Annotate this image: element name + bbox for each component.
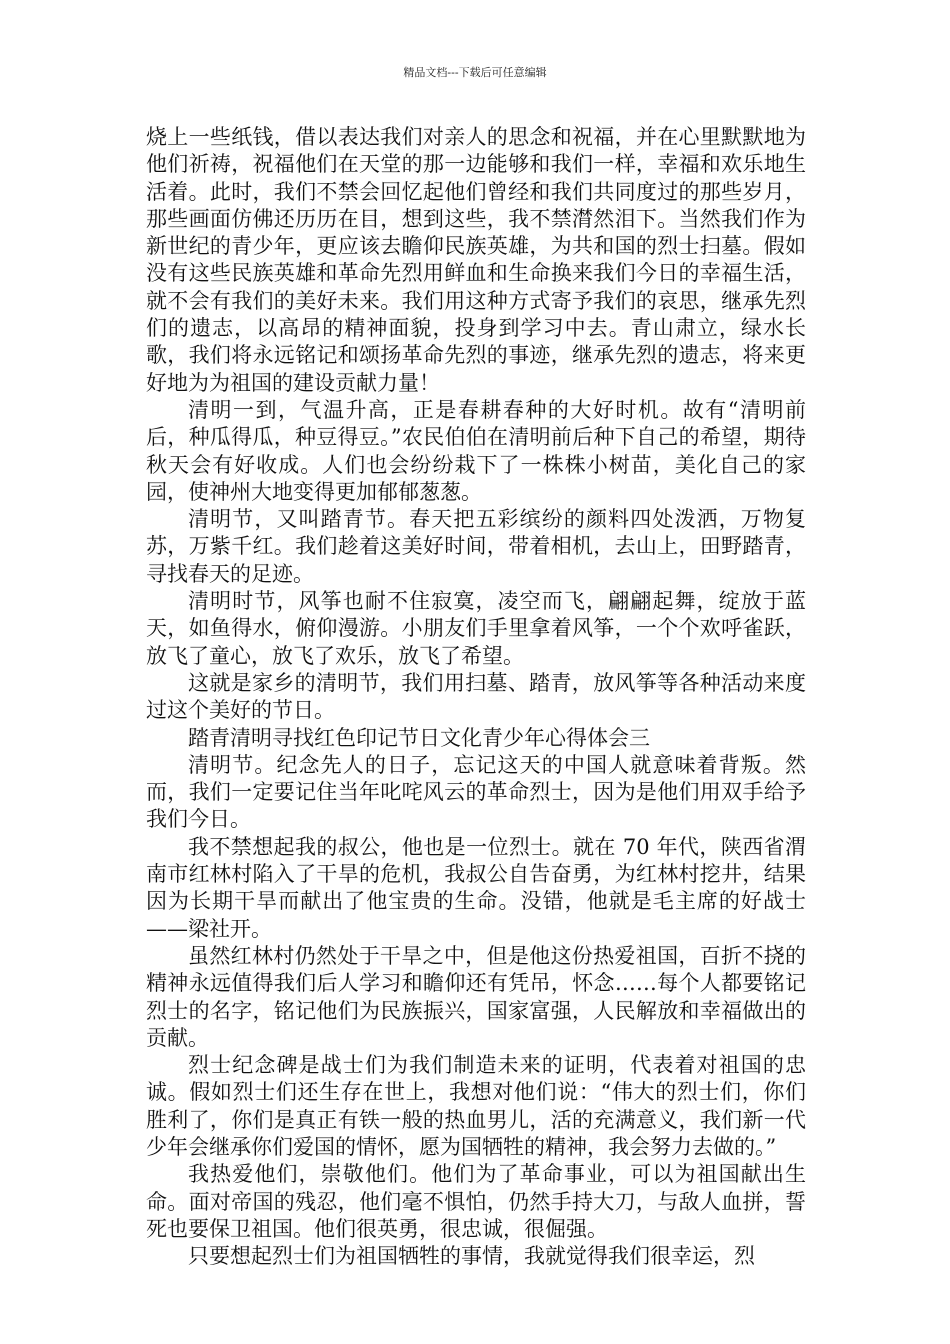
- paragraph: 只要想起烈士们为祖国牺牲的事情，我就觉得我们很幸运，烈: [188, 1244, 755, 1269]
- paragraph: 我不禁想起我的叔公，他也是一位烈士。就在 70 年代，陕西省渭南市红林村陷入了干旱的危机，我叔公自告奋勇，为红林村挖井，结果因为长期干旱而献出了他宝贵的生命。没错，他就是毛主席的好战士——梁社开。: [146, 834, 806, 941]
- paragraph: 这就是家乡的清明节，我们用扫墓、踏青，放风筝等各种活动来度过这个美好的节日。: [146, 670, 806, 723]
- paragraph: 清明时节，风筝也耐不住寂寞，凌空而飞，翩翩起舞，绽放于蓝天，如鱼得水，俯仰漫游。小朋友们手里拿着风筝，一个个欢呼雀跃，放飞了童心，放飞了欢乐，放飞了希望。: [146, 589, 806, 668]
- page-header: 精品文档---下载后可任意编辑: [403, 66, 547, 79]
- paragraph: 烈士纪念碑是战士们为我们制造未来的证明，代表着对祖国的忠诚。假如烈士们还生存在世上，我想对他们说：“伟大的烈士们，你们胜利了，你们是真正有铁一般的热血男儿，活的充满意义，我们新一代少年会继承你们爱国的情怀，愿为国牺牲的精神，我会努力去做的。”: [146, 1053, 806, 1159]
- document-body: [146, 124, 806, 1270]
- section-heading: 踏青清明寻找红色印记节日文化青少年心得体会三: [188, 725, 650, 750]
- paragraph: 清明节。纪念先人的日子，忘记这天的中国人就意味着背叛。然而，我们一定要记住当年叱咤风云的革命烈士，因为是他们用双手给予我们今日。: [146, 752, 806, 832]
- paragraph: 清明节，又叫踏青节。春天把五彩缤纷的颜料四处泼洒，万物复苏，万紫千红。我们趁着这美好时间，带着相机，去山上，田野踏青，寻找春天的足迹。: [146, 507, 806, 586]
- paragraph: 清明一到，气温升高，正是春耕春种的大好时机。故有“清明前后，种瓜得瓜，种豆得豆。”农民伯伯在清明前后种下自己的希望，期待秋天会有好收成。人们也会纷纷栽下了一株株小树苗，美化自己的家园，使神州大地变得更加郁郁葱葱。: [146, 397, 806, 504]
- paragraph: 烧上一些纸钱，借以表达我们对亲人的思念和祝福，并在心里默默地为他们祈祷，祝福他们在天堂的那一边能够和我们一样，幸福和欢乐地生活着。此时，我们不禁会回忆起他们曾经和我们共同度过的那些岁月，那些画面仿佛还历历在目，想到这些，我不禁潸然泪下。当然我们作为新世纪的青少年，更应该去瞻仰民族英雄，为共和国的烈士扫墓。假如没有这些民族英雄和革命先烈用鲜血和生命换来我们今日的幸福生活，就不会有我们的美好未来。我们用这种方式寄予我们的哀思，继承先烈们的遗志，以高昂的精神面貌，投身到学习中去。青山肃立，绿水长歌，我们将永远铭记和颂扬革命先烈的事迹，继承先烈的遗志，将来更好地为为祖国的建设贡献力量！: [146, 125, 806, 395]
- paragraph: 我热爱他们，崇敬他们。他们为了革命事业，可以为祖国献出生命。面对帝国的残忍，他们毫不惧怕，仍然手持大刀，与敌人血拼，誓死也要保卫祖国。他们很英勇，很忠诚，很倔强。: [146, 1162, 806, 1241]
- paragraph: 虽然红林村仍然处于干旱之中，但是他这份热爱祖国，百折不挠的精神永远值得我们后人学习和瞻仰还有凭吊，怀念……每个人都要铭记烈士的名字，铭记他们为民族振兴，国家富强，人民解放和幸福做出的贡献。: [146, 943, 806, 1050]
